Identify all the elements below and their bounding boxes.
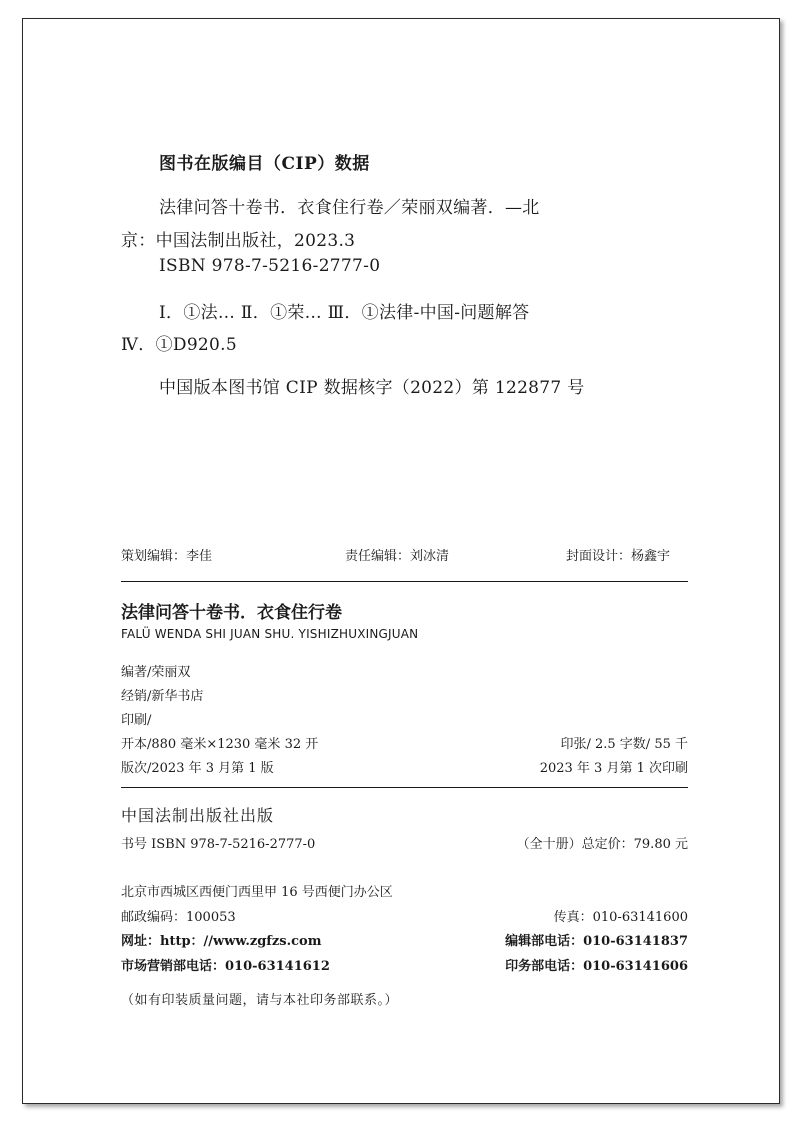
printer: 印刷/ [121, 713, 152, 728]
editorial-phone: 编辑部电话：010-63141837 [505, 934, 688, 949]
fax: 传真：010-63141600 [553, 910, 688, 925]
cip-classification-1: Ⅰ．①法… Ⅱ．①荣… Ⅲ．①法律-中国-问题解答 [159, 303, 530, 323]
marketing-phone: 市场营销部电话：010-63141612 [121, 959, 330, 974]
responsible-editor: 责任编辑：刘冰清 [345, 549, 450, 564]
book-title-pinyin: FALÜ WENDA SHI JUAN SHU. YISHIZHUXINGJUAN [121, 627, 419, 641]
cip-isbn: ISBN 978-7-5216-2777-0 [159, 256, 381, 276]
divider-middle [121, 787, 688, 788]
publisher-isbn: 书号 ISBN 978-7-5216-2777-0 [121, 837, 316, 852]
cip-line-2: 京：中国法制出版社，2023.3 [121, 231, 356, 251]
divider-top [121, 581, 688, 582]
website: 网址：http：//www.zgfzs.com [121, 934, 322, 949]
cip-line-1: 法律问答十卷书．衣食住行卷／荣丽双编著．—北 [159, 198, 540, 218]
cip-classification-2: Ⅳ．①D920.5 [121, 335, 237, 355]
distributor: 经销/新华书店 [121, 689, 204, 704]
planning-editor: 策划编辑：李佳 [121, 549, 213, 564]
print-run: 2023 年 3 月第 1 次印刷 [539, 761, 688, 776]
printed-sheets: 印张/ 2.5 字数/ 55 千 [560, 737, 688, 752]
printing-phone: 印务部电话：010-63141606 [505, 959, 688, 974]
book-format: 开本/880 毫米×1230 毫米 32 开 [121, 737, 319, 752]
publisher-address: 北京市西城区西便门西里甲 16 号西便门办公区 [121, 885, 393, 900]
quality-notice: （如有印装质量问题，请与本社印务部联系。） [121, 993, 399, 1008]
book-title: 法律问答十卷书．衣食住行卷 [121, 603, 342, 623]
total-price: （全十册）总定价：79.80 元 [516, 837, 688, 852]
author: 编著/荣丽双 [121, 665, 191, 680]
publisher-name: 中国法制出版社出版 [121, 806, 275, 825]
edition: 版次/2023 年 3 月第 1 版 [121, 761, 274, 776]
cover-designer: 封面设计：杨鑫宇 [566, 549, 671, 564]
postcode: 邮政编码：100053 [121, 910, 236, 925]
cip-record-number: 中国版本图书馆 CIP 数据核字（2022）第 122877 号 [159, 378, 585, 398]
cip-heading: 图书在版编目（CIP）数据 [159, 154, 370, 174]
